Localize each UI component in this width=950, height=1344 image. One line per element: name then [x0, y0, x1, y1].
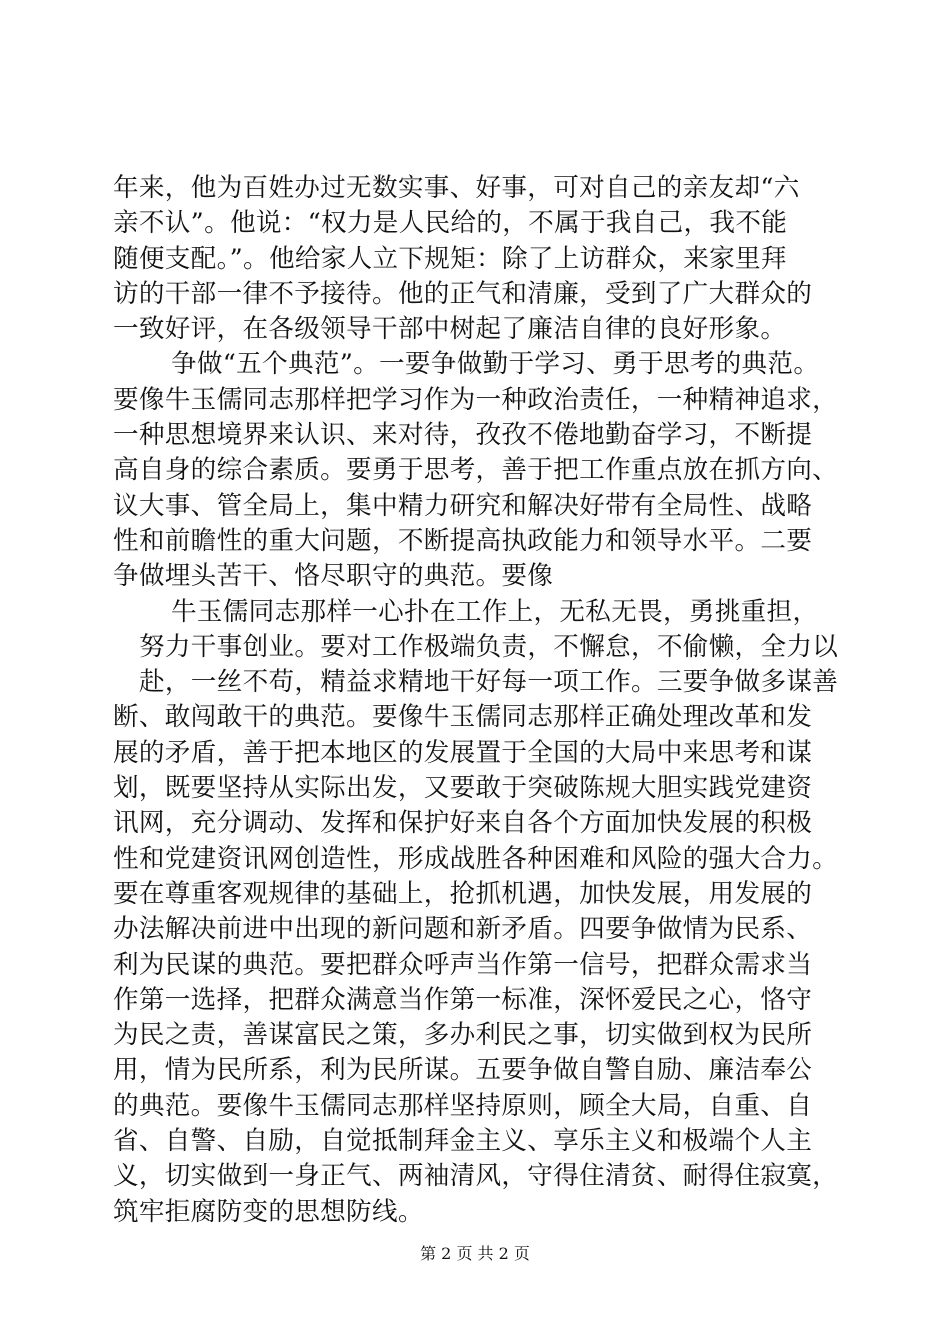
text-line: 性和党建资讯网创造性，形成战胜各种困难和风险的强大合力。 — [113, 843, 839, 874]
text-line: 争做埋头苦干、恪尽职守的典范。要像 — [113, 561, 554, 592]
text-line: 随便支配。”。他给家人立下规矩：除了上访群众，来家里拜 — [113, 243, 787, 274]
page-footer — [0, 1243, 950, 1265]
text-line: 的典范。要像牛玉儒同志那样坚持原则，顾全大局，自重、自 — [113, 1090, 813, 1121]
text-line: 高自身的综合素质。要勇于思考，善于把工作重点放在抓方向、 — [113, 455, 839, 486]
text-line: 义，切实做到一身正气、两袖清风，守得住清贫、耐得住寂寞， — [113, 1161, 839, 1192]
document-body — [113, 171, 843, 1230]
text-line: 作第一选择，把群众满意当作第一标准，深怀爱民之心，恪守 — [113, 984, 813, 1015]
text-line: 用，情为民所系，利为民所谋。五要争做自警自励、廉洁奉公 — [113, 1055, 813, 1086]
paragraph-start-line: 牛玉儒同志那样一心扑在工作上，无私无畏，勇挑重担， — [171, 596, 819, 627]
text-line: 性和前瞻性的重大问题，不断提高执政能力和领导水平。二要 — [113, 525, 813, 556]
text-line: 赴，一丝不苟，精益求精地干好每一项工作。三要争做多谋善 — [139, 667, 839, 698]
text-line: 讯网，充分调动、发挥和保护好来自各个方面加快发展的积极 — [113, 808, 813, 839]
text-line: 要像牛玉儒同志那样把学习作为一种政治责任，一种精神追求， — [113, 384, 839, 415]
text-line: 利为民谋的典范。要把群众呼声当作第一信号，把群众需求当 — [113, 949, 813, 980]
text-line: 努力干事创业。要对工作极端负责，不懈怠，不偷懒，全力以 — [139, 631, 839, 662]
page-number-label: 第 2 页 共 2 页 — [420, 1244, 530, 1263]
paragraph-start-line: 争做“五个典范”。一要争做勤于学习、勇于思考的典范。 — [171, 349, 820, 380]
text-line: 一种思想境界来认识、来对待，孜孜不倦地勤奋学习，不断提 — [113, 420, 813, 451]
text-line: 亲不认”。他说：“权力是人民给的，不属于我自己，我不能 — [113, 208, 788, 239]
text-line: 断、敢闯敢干的典范。要像牛玉儒同志那样正确处理改革和发 — [113, 702, 813, 733]
text-line: 省、自警、自励，自觉抵制拜金主义、享乐主义和极端个人主 — [113, 1126, 813, 1157]
text-line: 展的矛盾，善于把本地区的发展置于全国的大局中来思考和谋 — [113, 737, 813, 768]
text-line: 议大事、管全局上，集中精力研究和解决好带有全局性、战略 — [113, 490, 813, 521]
text-line: 办法解决前进中出现的新问题和新矛盾。四要争做情为民系、 — [113, 914, 813, 945]
text-line: 年来，他为百姓办过无数实事、好事，可对自己的亲友却“六 — [113, 173, 800, 203]
text-line: 划，既要坚持从实际出发，又要敢于突破陈规大胆实践党建资 — [113, 773, 813, 804]
text-line: 筑牢拒腐防变的思想防线。 — [113, 1196, 424, 1227]
text-line: 一致好评，在各级领导干部中树起了廉洁自律的良好形象。 — [113, 314, 787, 345]
text-line: 要在尊重客观规律的基础上，抢抓机遇，加快发展，用发展的 — [113, 878, 813, 909]
text-line: 为民之责，善谋富民之策，多办利民之事，切实做到权为民所 — [113, 1020, 813, 1051]
text-line: 访的干部一律不予接待。他的正气和清廉，受到了广大群众的 — [113, 278, 813, 309]
